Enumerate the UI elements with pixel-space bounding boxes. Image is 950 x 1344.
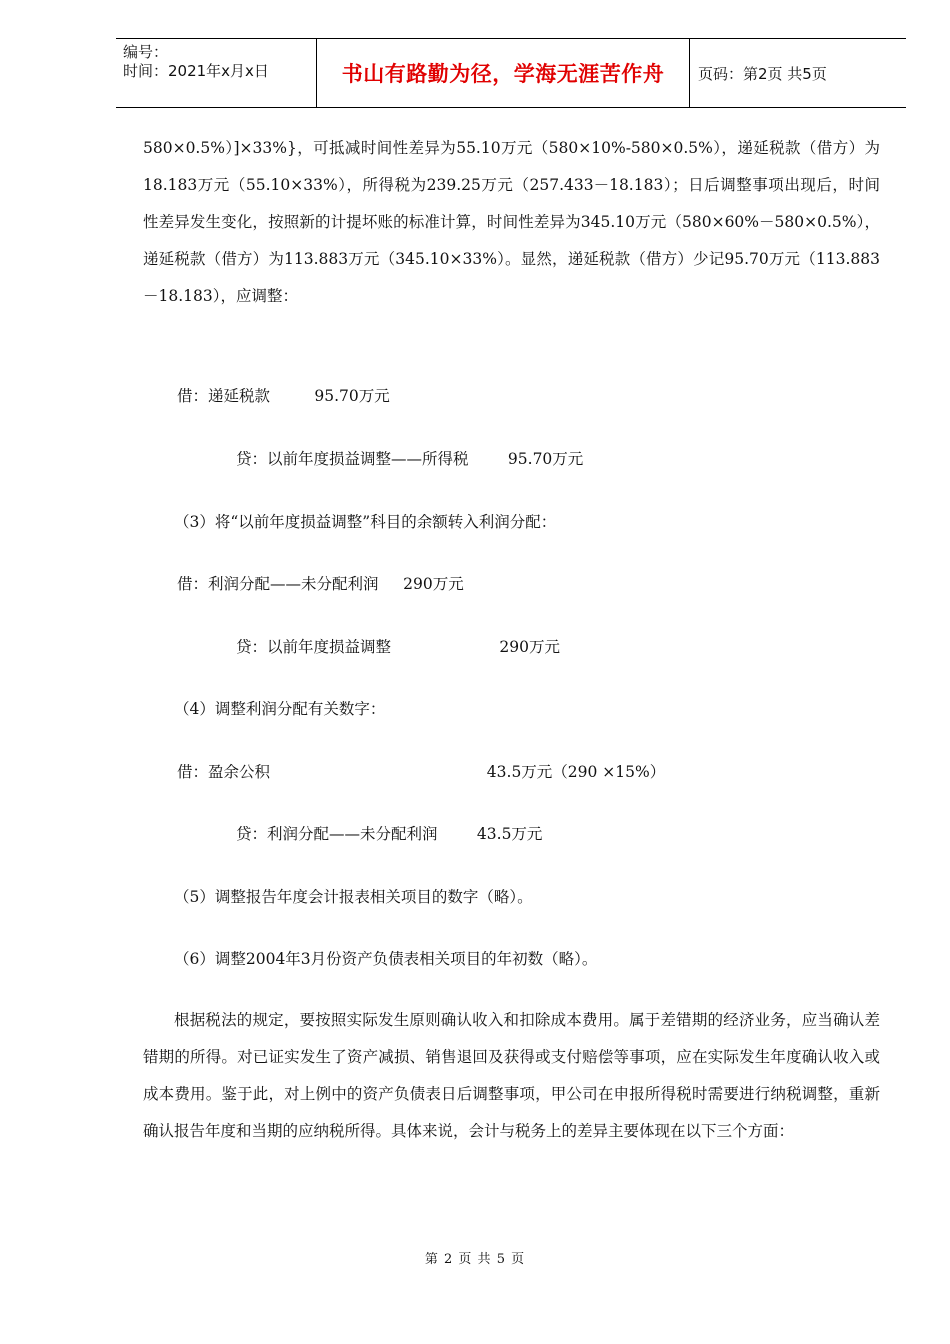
journal-entry-2-debit: 借：利润分配——未分配利润 290万元 xyxy=(177,575,464,593)
time-label: 时间：2021年x月x日 xyxy=(123,62,269,80)
paragraph-tax-rules-wrapper xyxy=(143,1002,880,1150)
paragraph-calculation: 580×0.5%）]×33%}，可抵减时间性差异为55.10万元（580×10%-580×0.5%），递延税款（借方）为18.183万元（55.10×33%），所得税为239.25万元（257.433－18.183）；日后调整事项出现后，时间性差异发生变化，按照新的计提坏账的标准计算，时间性差异为345.10万元（580×60%－580×0.5%），递延税款（借方）为113.883万元（345.10×33%）。显然，递延税款（借方）少记95.70万元（113.883－18.183），应调整： xyxy=(143,139,880,305)
journal-entry-3-debit: 借：盈余公积 43.5万元（290 ×15%） xyxy=(177,763,666,781)
page-header xyxy=(116,38,906,108)
document-body xyxy=(143,130,880,315)
step-3-heading: （3）将“以前年度损益调整”科目的余额转入利润分配： xyxy=(174,513,557,531)
journal-entry-2-credit: 贷：以前年度损益调整 290万元 xyxy=(236,638,560,656)
page-footer: 第 2 页 共 5 页 xyxy=(424,1252,526,1267)
journal-entry-3-credit: 贷：利润分配——未分配利润 43.5万元 xyxy=(236,825,543,843)
journal-entry-1-debit: 借：递延税款 95.70万元 xyxy=(177,387,390,405)
header-motto: 书山有路勤为径，学海无涯苦作舟 xyxy=(316,39,690,107)
journal-entry-1-credit: 贷：以前年度损益调整——所得税 95.70万元 xyxy=(236,450,584,468)
number-label: 编号： xyxy=(123,43,169,61)
header-page-info: 页码：第2页 共5页 xyxy=(698,64,827,83)
paragraph-tax-rules: 根据税法的规定，要按照实际发生原则确认收入和扣除成本费用。属于差错期的经济业务，应当确认差错期的所得。对已证实发生了资产减损、销售退回及获得或支付赔偿等事项，应在实际发生年度确认收入或成本费用。鉴于此，对上例中的资产负债表日后调整事项，甲公司在申报所得税时需要进行纳税调整，重新确认报告年度和当期的应纳税所得。具体来说，会计与税务上的差异主要体现在以下三个方面： xyxy=(143,1011,880,1140)
step-5-text: （5）调整报告年度会计报表相关项目的数字（略）。 xyxy=(174,888,533,906)
step-6-text: （6）调整2004年3月份资产负债表相关项目的年初数（略）。 xyxy=(174,950,598,968)
step-4-heading: （4）调整利润分配有关数字： xyxy=(174,700,386,718)
header-meta xyxy=(116,39,316,107)
